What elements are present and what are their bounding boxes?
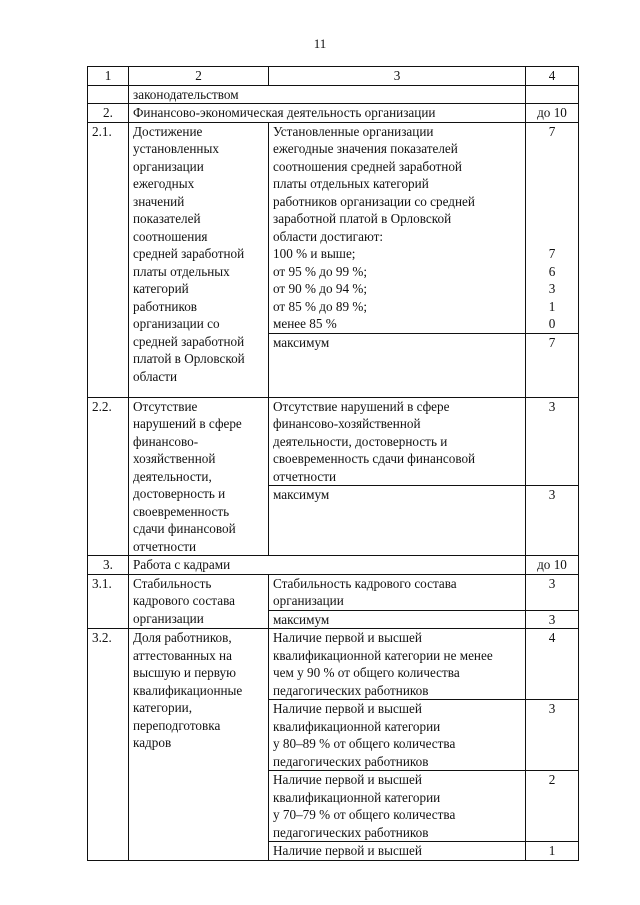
criterion-name: Достижение установленных организации ежегодных значений показателей соотношения средней заработной платы отдельных категорий работников организации со средней заработной платой в Орловской области (129, 122, 269, 397)
section-score: до 10 (526, 556, 579, 575)
max-score: 7 (526, 333, 579, 397)
header-col-2: 2 (129, 67, 269, 86)
criterion-score: 3 (526, 397, 579, 486)
section-3-row (88, 556, 579, 575)
section-title: Работа с кадрами (129, 556, 526, 575)
page-number: 11 (313, 36, 327, 51)
criterion-row-2-1 (88, 122, 579, 333)
continuation-row (88, 85, 579, 104)
option-95-99: от 95 % до 99 %; (273, 263, 367, 279)
max-label: максимум (269, 333, 526, 397)
criterion-option: Наличие первой и высшей (269, 842, 526, 861)
option-85-89: от 85 % до 89 %; (273, 298, 367, 314)
header-row (88, 67, 579, 86)
option-score: 1 (526, 842, 579, 861)
max-score: 3 (526, 610, 579, 629)
option-90-94: от 90 % до 94 %; (273, 281, 367, 296)
criterion-name: Отсутствие нарушений в сфере финансово- хозяйственной деятельности, достоверность и своевременность сдачи финансовой отчетности (129, 397, 269, 556)
max-label: максимум (269, 486, 526, 556)
criterion-score: 3 (526, 574, 579, 610)
option-score: 2 (526, 771, 579, 842)
criterion-indicators: Установленные организации ежегодные значения показателей соотношения средней заработной платы отдельных категорий работников организации со средней заработной платой в Орловской области достигают: 100 % и выше; от 95 % до 99 %; от 90 % до 94 %; от 85 % до 89 %; менее 85 % (269, 122, 526, 333)
criterion-number: 2.1. (88, 122, 129, 397)
header-col-1: 1 (88, 67, 129, 86)
section-score: до 10 (526, 104, 579, 123)
criterion-name: Стабильность кадрового состава организации (129, 574, 269, 629)
max-label: максимум (269, 610, 526, 629)
criteria-table (87, 66, 579, 861)
criterion-indicators: Стабильность кадрового состава организации (269, 574, 526, 610)
section-title: Финансово-экономическая деятельность организации (129, 104, 526, 123)
option-100: 100 % и выше; (273, 246, 356, 261)
criterion-number: 3.1. (88, 574, 129, 629)
criterion-number: 2.2. (88, 397, 129, 556)
criterion-scores: 7 7 6 3 1 0 (526, 122, 579, 333)
criterion-option: Наличие первой и высшей квалификационной категории не менее чем у 90 % от общего количества педагогических работников (269, 629, 526, 700)
option-below-85: менее 85 % (273, 316, 337, 331)
criterion-row-2-2 (88, 397, 579, 486)
continuation-text: законодательством (129, 85, 526, 104)
criterion-option: Наличие первой и высшей квалификационной категории у 80–89 % от общего количества педагогических работников (269, 700, 526, 771)
criterion-number: 3.2. (88, 629, 129, 861)
criterion-indicators: Отсутствие нарушений в сфере финансово-хозяйственной деятельности, достоверность и своевременность сдачи финансовой отчетности (269, 397, 526, 486)
option-score: 4 (526, 629, 579, 700)
header-col-3: 3 (269, 67, 526, 86)
section-number: 2. (88, 104, 129, 123)
section-2-row (88, 104, 579, 123)
criterion-name: Доля работников, аттестованных на высшую и первую квалификационные категории, переподготовка кадров (129, 629, 269, 861)
section-number: 3. (88, 556, 129, 575)
criterion-option: Наличие первой и высшей квалификационной категории у 70–79 % от общего количества педагогических работников (269, 771, 526, 842)
max-score: 3 (526, 486, 579, 556)
criterion-row-3-1 (88, 574, 579, 610)
header-col-4: 4 (526, 67, 579, 86)
criterion-row-3-2 (88, 629, 579, 700)
option-score: 3 (526, 700, 579, 771)
